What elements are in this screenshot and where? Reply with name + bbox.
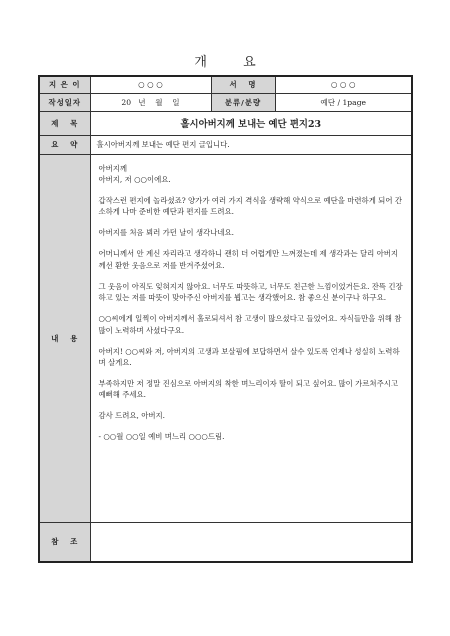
author-row	[39, 76, 412, 93]
signature-label: 서 명	[211, 76, 275, 93]
content-body	[90, 154, 412, 522]
summary-form-table	[38, 75, 413, 563]
subject-row	[39, 111, 412, 135]
letter-paragraph: 부족하지만 저 정말 진심으로 아버지의 착한 며느리이자 딸이 되고 싶어요. 많이 가르쳐주시고 예뻐해 주세요.	[98, 378, 398, 400]
reference-value	[90, 522, 412, 562]
letter-paragraph: 그 웃음이 아직도 잊혀지지 않아요. 너무도 따뜻하고, 너무도 친근한 느낌이었거든요. 잔뜩 긴장하고 있는 저를 따뜻이 맞아주신 아버지를 뵙고는 생각했어요. 참 좋으신 분이구나 하구요.	[98, 281, 403, 303]
letter-paragraph: - ○○월 ○○일 예비 며느리 ○○○드림.	[98, 432, 225, 442]
summary-label: 요 약	[39, 135, 90, 154]
content-row	[39, 154, 412, 522]
letter-paragraph: 감사 드려요, 아버지.	[98, 411, 166, 421]
date-label: 작성일자	[39, 93, 90, 111]
page-title: 개 요	[194, 55, 272, 70]
letter-paragraph: ○○씨에게 일찍이 아버지께서 홀로되셔서 참 고생이 많으셨다고 들었어요. 자식들만을 위해 참 많이 노력하며 사셨다구요.	[98, 314, 402, 335]
date-value: 20 년 월 일	[90, 93, 211, 111]
letter-paragraph: 어머니께서 안 계신 자리라고 생각하니 괜히 더 어렵게만 느껴졌는데 제 생각과는 달리 아버지께선 환한 웃음으로 저를 반겨주셨어요.	[98, 249, 398, 270]
signature-value: ○ ○ ○	[275, 76, 412, 93]
summary-value: 홀시아버지께 보내는 예단 편지 글입니다.	[90, 135, 412, 154]
letter-paragraph: 아버지! ○○씨와 저, 아버지의 고생과 보살핌에 보답하면서 살수 있도록 언제나 성실히 노력하며 살게요.	[98, 346, 400, 367]
letter-paragraphs	[99, 163, 406, 443]
reference-row	[39, 522, 412, 562]
letter-paragraph: 아버지께 아버지, 저 ○○이에요.	[98, 163, 171, 184]
author-label: 지 은 이	[39, 76, 90, 93]
letter-paragraph: 갑작스런 편지에 놀라셨죠? 양가가 여러 가지 격식을 생략해 약식으로 예단을 마련하게 되어 간소하게 나마 준비한 예단과 편지를 드려요.	[98, 195, 402, 217]
category-label: 분류/분량	[211, 93, 275, 111]
summary-row	[39, 135, 412, 154]
author-value: ○ ○ ○	[90, 76, 211, 93]
subject-value: 홀시아버지께 보내는 예단 편지23	[90, 111, 412, 135]
category-value: 예단 / 1page	[275, 93, 412, 111]
date-row	[39, 93, 412, 111]
content-label: 내 용	[39, 154, 90, 522]
reference-label: 참 조	[39, 522, 90, 562]
subject-label: 제 목	[39, 111, 90, 135]
letter-paragraph: 아버지를 처음 뵈러 가던 날이 생각나네요.	[98, 228, 234, 238]
